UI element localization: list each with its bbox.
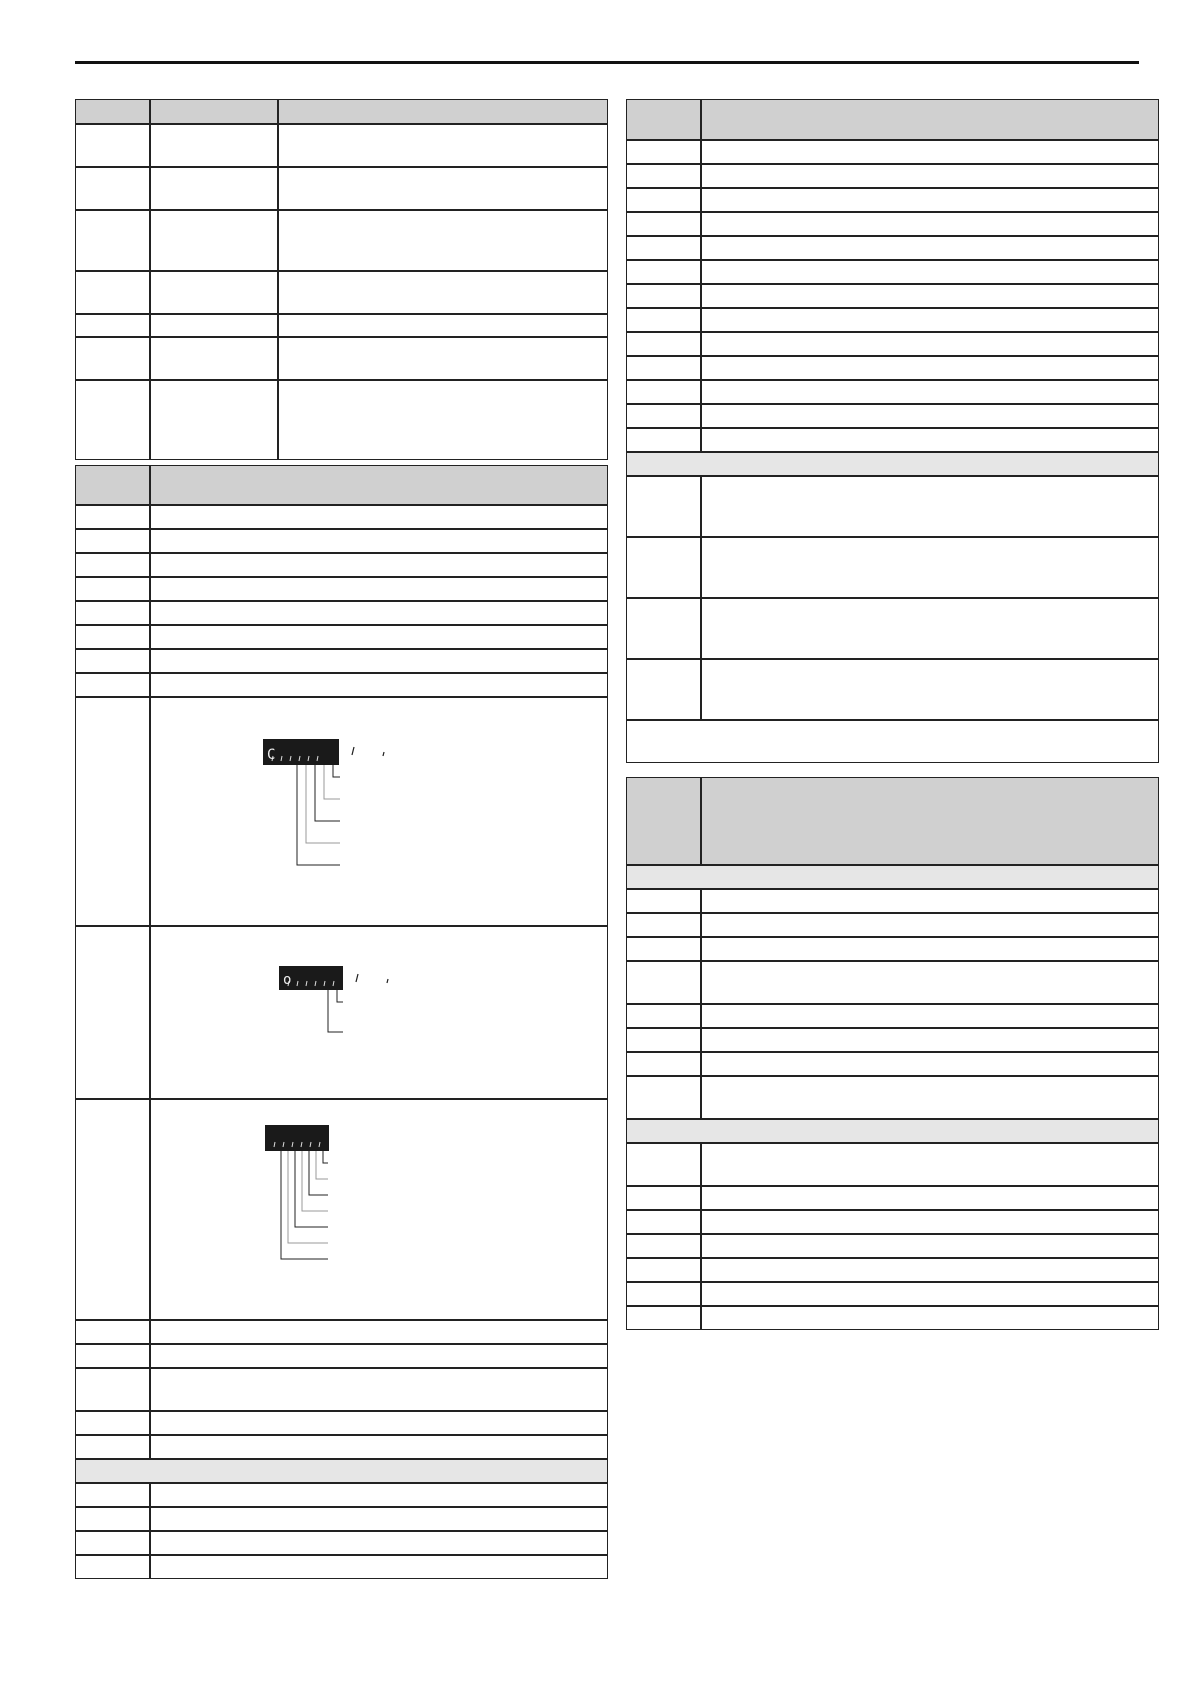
table-b-row-tail-1-col-2 — [150, 1483, 608, 1507]
table-d-header-col-1 — [626, 777, 701, 865]
table-a-row-1-col-2 — [150, 124, 278, 167]
display-panel — [265, 1125, 329, 1151]
table-c-section-row — [626, 452, 1159, 476]
table-b-row-8-col-2 — [150, 673, 608, 697]
table-c-row-3-col-1 — [626, 188, 701, 212]
table-b-row-after-2-col-1 — [75, 1344, 150, 1368]
table-b-row-7-col-1 — [75, 649, 150, 673]
table-b-row-after-4-col-1 — [75, 1411, 150, 1435]
callout-line — [297, 765, 340, 865]
monitor-display-c — [150, 697, 608, 926]
table-a-row-4-col-1 — [75, 271, 150, 314]
table-c-row-3-col-2 — [701, 188, 1159, 212]
table-c-row-12-col-1 — [626, 404, 701, 428]
table-a-header-col-3 — [278, 99, 608, 124]
table-a-row-2-col-2 — [150, 167, 278, 210]
indicator-mark — [383, 752, 384, 756]
table-b-header-col-1 — [75, 465, 150, 505]
table-c-row-12-col-2 — [701, 404, 1159, 428]
table-b-row-2-col-1 — [75, 529, 150, 553]
callout-line — [288, 1151, 328, 1243]
table-d-s2-row-7-col-2 — [701, 1306, 1159, 1330]
table-b-row-after-3-col-2 — [150, 1368, 608, 1411]
table-d-s2-row-4-col-1 — [626, 1234, 701, 1258]
table-c-row-4-col-2 — [701, 212, 1159, 236]
callout-line — [315, 765, 340, 821]
table-d-s1-row-3-col-1 — [626, 937, 701, 961]
table-d-s1-row-5-col-2 — [701, 1004, 1159, 1028]
table-b-row-after-5-col-2 — [150, 1435, 608, 1459]
table-d-s1-row-6-col-2 — [701, 1028, 1159, 1052]
table-c-tall-row-3-col-1 — [626, 598, 701, 659]
table-d-s1-row-2-col-1 — [626, 913, 701, 937]
table-b-row-2-col-2 — [150, 529, 608, 553]
table-a-row-4-col-2 — [150, 271, 278, 314]
table-c-row-2-col-2 — [701, 164, 1159, 188]
callout-line — [337, 990, 343, 1002]
table-d-s1-row-2-col-2 — [701, 913, 1159, 937]
table-c-row-1-col-2 — [701, 140, 1159, 164]
table-b-row-after-2-col-2 — [150, 1344, 608, 1368]
table-b-row-tail-4-col-2 — [150, 1555, 608, 1579]
table-c-row-9-col-2 — [701, 332, 1159, 356]
table-d-s2-row-4-col-2 — [701, 1234, 1159, 1258]
table-d-s2-row-2-col-2 — [701, 1186, 1159, 1210]
table-c-row-11-col-2 — [701, 380, 1159, 404]
table-b-row-5-col-1 — [75, 601, 150, 625]
table-b-row-tail-3-col-1 — [75, 1531, 150, 1555]
table-b-row-4-col-1 — [75, 577, 150, 601]
table-b-row-tail-1-col-1 — [75, 1483, 150, 1507]
indicator-mark — [356, 974, 358, 982]
table-d-s2-row-5-col-2 — [701, 1258, 1159, 1282]
table-a-row-3-col-3 — [278, 210, 608, 271]
table-b-row-1-col-2 — [150, 505, 608, 529]
monitor-display-blank — [150, 1099, 608, 1320]
table-d-s2-row-6-col-1 — [626, 1282, 701, 1306]
table-b-row-6-col-1 — [75, 625, 150, 649]
table-b-row-5-col-2 — [150, 601, 608, 625]
table-c-row-6-col-1 — [626, 260, 701, 284]
monitor-display-o — [150, 926, 608, 1099]
table-d-s1-row-5-col-1 — [626, 1004, 701, 1028]
table-d-section-1 — [626, 865, 1159, 889]
table-b-row-after-4-col-2 — [150, 1411, 608, 1435]
table-a-header-col-1 — [75, 99, 150, 124]
callout-line — [323, 1151, 328, 1163]
table-c-row-6-col-2 — [701, 260, 1159, 284]
table-a-row-4-col-3 — [278, 271, 608, 314]
display-glyph: o — [283, 972, 292, 988]
table-a-row-5-col-2 — [150, 314, 278, 337]
table-a-row-6-col-3 — [278, 337, 608, 380]
table-d-s2-row-5-col-1 — [626, 1258, 701, 1282]
table-b-row-8-col-1 — [75, 673, 150, 697]
table-b-row-tail-2-col-1 — [75, 1507, 150, 1531]
table-c-header-col-2 — [701, 99, 1159, 140]
table-a-row-1-col-1 — [75, 124, 150, 167]
table-b-row-tail-2-col-2 — [150, 1507, 608, 1531]
table-c-row-8-col-2 — [701, 308, 1159, 332]
table-a-row-5-col-3 — [278, 314, 608, 337]
table-b-row-after-1-col-2 — [150, 1320, 608, 1344]
table-b-diagram-row-1-col-1 — [75, 697, 150, 926]
table-d-s2-row-1-col-1 — [626, 1143, 701, 1186]
table-a-row-7-col-2 — [150, 380, 278, 460]
table-c-row-10-col-1 — [626, 356, 701, 380]
table-c-row-4-col-1 — [626, 212, 701, 236]
table-d-s1-row-4-col-1 — [626, 961, 701, 1004]
table-d-s2-row-3-col-2 — [701, 1210, 1159, 1234]
table-b-row-tail-3-col-2 — [150, 1531, 608, 1555]
table-c-row-13-col-2 — [701, 428, 1159, 452]
callout-line — [333, 765, 340, 777]
table-d-section-2 — [626, 1119, 1159, 1143]
table-b-row-7-col-2 — [150, 649, 608, 673]
table-b-row-1-col-1 — [75, 505, 150, 529]
table-a-row-2-col-3 — [278, 167, 608, 210]
table-c-footer-row — [626, 720, 1159, 763]
callout-line — [316, 1151, 328, 1179]
indicator-mark — [387, 979, 388, 983]
callout-line — [302, 1151, 328, 1211]
table-c-row-8-col-1 — [626, 308, 701, 332]
table-d-s1-row-4-col-2 — [701, 961, 1159, 1004]
table-c-row-1-col-1 — [626, 140, 701, 164]
table-d-header-col-2 — [701, 777, 1159, 865]
table-c-tall-row-4-col-2 — [701, 659, 1159, 720]
table-a-row-1-col-3 — [278, 124, 608, 167]
table-b-section-row — [75, 1459, 608, 1483]
table-a-row-3-col-2 — [150, 210, 278, 271]
table-d-s2-row-3-col-1 — [626, 1210, 701, 1234]
table-c-row-10-col-2 — [701, 356, 1159, 380]
callout-line — [328, 990, 343, 1032]
table-c-tall-row-1-col-2 — [701, 476, 1159, 537]
table-d-s2-row-6-col-2 — [701, 1282, 1159, 1306]
table-b-row-3-col-2 — [150, 553, 608, 577]
table-d-s2-row-2-col-1 — [626, 1186, 701, 1210]
table-b-row-6-col-2 — [150, 625, 608, 649]
indicator-mark — [352, 747, 354, 755]
table-d-s1-row-3-col-2 — [701, 937, 1159, 961]
table-d-s1-row-7-col-2 — [701, 1052, 1159, 1076]
table-a-row-2-col-1 — [75, 167, 150, 210]
table-a-header-col-2 — [150, 99, 278, 124]
table-b-header-col-2 — [150, 465, 608, 505]
table-a-row-6-col-2 — [150, 337, 278, 380]
table-c-row-11-col-1 — [626, 380, 701, 404]
table-c-row-13-col-1 — [626, 428, 701, 452]
table-d-s1-row-8-col-1 — [626, 1076, 701, 1119]
table-c-row-7-col-1 — [626, 284, 701, 308]
table-d-s1-row-1-col-1 — [626, 889, 701, 913]
table-b-row-after-5-col-1 — [75, 1435, 150, 1459]
table-b-row-after-1-col-1 — [75, 1320, 150, 1344]
table-d-s1-row-7-col-1 — [626, 1052, 701, 1076]
table-c-row-2-col-1 — [626, 164, 701, 188]
top-rule — [75, 61, 1139, 64]
table-d-s2-row-1-col-2 — [701, 1143, 1159, 1186]
table-a-row-7-col-3 — [278, 380, 608, 460]
table-c-row-5-col-1 — [626, 236, 701, 260]
table-b-diagram-row-2-col-1 — [75, 926, 150, 1099]
table-a-row-5-col-1 — [75, 314, 150, 337]
table-a-row-3-col-1 — [75, 210, 150, 271]
callout-line — [309, 1151, 328, 1195]
table-c-tall-row-2-col-2 — [701, 537, 1159, 598]
table-b-row-after-3-col-1 — [75, 1368, 150, 1411]
table-b-row-tail-4-col-1 — [75, 1555, 150, 1579]
table-d-s1-row-8-col-2 — [701, 1076, 1159, 1119]
table-d-s1-row-1-col-2 — [701, 889, 1159, 913]
table-d-s1-row-6-col-1 — [626, 1028, 701, 1052]
table-c-tall-row-2-col-1 — [626, 537, 701, 598]
callout-line — [324, 765, 340, 799]
table-c-row-7-col-2 — [701, 284, 1159, 308]
table-b-row-4-col-2 — [150, 577, 608, 601]
table-d-s2-row-7-col-1 — [626, 1306, 701, 1330]
table-a-row-6-col-1 — [75, 337, 150, 380]
table-c-tall-row-4-col-1 — [626, 659, 701, 720]
table-c-row-5-col-2 — [701, 236, 1159, 260]
table-b-row-3-col-1 — [75, 553, 150, 577]
table-b-diagram-row-3-col-1 — [75, 1099, 150, 1320]
table-c-tall-row-1-col-1 — [626, 476, 701, 537]
table-c-row-9-col-1 — [626, 332, 701, 356]
table-c-tall-row-3-col-2 — [701, 598, 1159, 659]
display-glyph: C — [267, 747, 276, 763]
table-a-row-7-col-1 — [75, 380, 150, 460]
table-c-header-col-1 — [626, 99, 701, 140]
